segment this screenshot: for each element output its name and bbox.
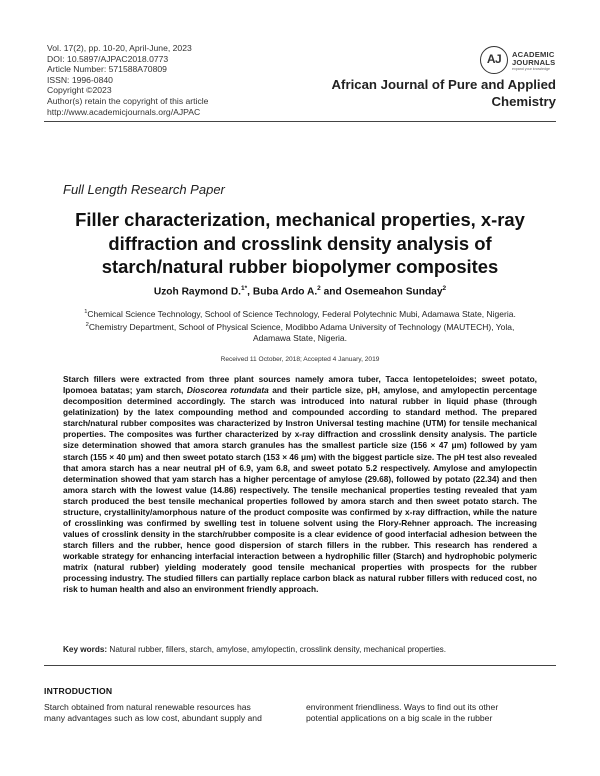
body-right-line-2: potential applications on a big scale in the rubber (306, 713, 493, 724)
keywords-label: Key words: (63, 645, 108, 654)
author-1-affil: 1* (241, 285, 248, 292)
body-left-line-1: Starch obtained from natural renewable resources has (44, 702, 251, 712)
body-column-left (44, 702, 294, 724)
journal-name-line2: Chemistry (491, 93, 556, 109)
author-3-affil: 2 (442, 285, 447, 292)
abstract (63, 374, 537, 596)
logo-text-line2: JOURNALS (512, 58, 556, 67)
meta-issn: ISSN: 1996-0840 (47, 74, 113, 85)
logo-text-line1: ACADEMIC (512, 50, 555, 59)
meta-rights: Author(s) retain the copyright of this article (47, 95, 209, 106)
academic-journals-logo (480, 46, 580, 76)
title-line-2: diffraction and crosslink density analysis of (108, 232, 492, 254)
body-column-right (306, 702, 556, 724)
author-separator: and (320, 286, 345, 298)
paper-type: Full Length Research Paper (63, 182, 225, 197)
affiliation-1: $^1$Chemical Science Technology, School of Science Technology, Federal Polytechnic Mubi, Adamawa State, Nigeria. (84, 308, 516, 319)
journal-name (296, 77, 556, 110)
author-3: Osemeahon Sunday (344, 286, 443, 298)
paper-title (40, 208, 560, 279)
meta-doi: DOI: 10.5897/AJPAC2018.0773 (47, 53, 169, 64)
title-line-3: starch/natural rubber biopolymer composites (101, 256, 499, 277)
body-right-line-1: environment friendliness. Ways to find out its other (306, 702, 499, 712)
header-divider (44, 121, 556, 122)
title-line-1: Filler characterization, mechanical properties, x-ray (75, 209, 525, 230)
affiliation-2-cont: Adamawa State, Nigeria. (252, 333, 348, 344)
author-1: Uzoh Raymond D. (153, 286, 242, 298)
article-metadata (47, 43, 208, 117)
meta-copyright: Copyright ©2023 (47, 85, 112, 96)
meta-url[interactable]: http://www.academicjournals.org/AJPAC (47, 106, 201, 117)
meta-article-number: Article Number: 571588A70809 (47, 64, 167, 75)
keywords (63, 645, 537, 654)
abstract-species-italic: Dioscorea rotundata (186, 385, 269, 396)
author-separator: , (247, 286, 253, 298)
logo-mark-icon: AJ (480, 46, 508, 74)
abstract-text-2: and their particle size, pH, amylose, and amylopectin percentage decomposition determined accordingly. The starch was introduced into natural rubber in liquid phase (through gelatinization) by the latex compounding method and compounded according to standard method. The prepared starch/natural rubber composites was characterized by Instron Universal testing machine (UTM) for tensile mechanical properties. The composites was further characterized by x-ray diffraction and crosslink density analysis. The particle size determination showed that amora starch granules has the smallest particle size (156 × 47 μm) followed by yam starch (155 × 40 μm) and then sweet potato starch (153 × 46 μm) with the biggest particle size. The pH test also revealed that amora starch has a near neutral pH of 6.9, yam 6.8, and sweet potato 5.2 respectively. Amylose and amylopectin determination showed that yam starch has a higher percentage of amylose (29.68), followed by potato (22.34) and then amora starch with the lowest value (14.86) respectively. The tensile mechanical properties testing revealed that yam starch produced the best tensile mechanical properties followed by amora starch and then sweet potato starch. The structure, crystallinity/amorphous nature of the product composite was confirmed by x-ray diffraction, while the nature of crosslinking was confirmed by swelling test in toluene solvent using the Flory-Rehner approach. The increasing values of crosslink density in the starch/rubber composite is a clear evidence of good interfacial adhesion between the starch fillers and the rubber, hence good dispersion of starch fillers in the rubber. This research has rendered a workable strategy for enhancing interfacial interaction between a hydrophilic filler (Starch) and hydrophobic polymeric matrix (natural rubber) yielding moderately good tensile mechanical properties with prospects for the rubber processing industry. The studied fillers can partially replace carbon black as natural rubber fillers with reduced cost, no risk to human health and also an environment friendly approach. (63, 385, 537, 595)
journal-name-line1: African Journal of Pure and Applied (331, 77, 556, 92)
abstract-divider (44, 665, 556, 666)
keywords-text: Natural rubber, fillers, starch, amylose, amylopectin, crosslink density, mechanical properties. (107, 645, 446, 654)
body-left-line-2: many advantages such as low cost, abundant supply and (44, 713, 262, 724)
affiliations (40, 307, 560, 344)
logo-tagline: expand your knowledge (512, 67, 550, 71)
abstract-text-1: Starch fillers were extracted from three plant sources namely amora tuber, Tacca lentopeteloides; sweet potato, Ipomoea batatas; yam starch, (63, 374, 537, 396)
meta-volume: Vol. 17(2), pp. 10-20, April-June, 2023 (47, 43, 192, 53)
introduction-heading: INTRODUCTION (44, 686, 113, 696)
author-list (40, 285, 560, 297)
author-2: Buba Ardo A. (252, 286, 318, 298)
received-accepted-dates: Received 11 October, 2018; Accepted 4 January, 2019 (220, 356, 380, 363)
affiliation-2: $^2$Chemistry Department, School of Physical Science, Modibbo Adama University of Technology (MAUTECH), Yola, (85, 321, 515, 332)
author-2-affil: 2 (317, 285, 321, 292)
